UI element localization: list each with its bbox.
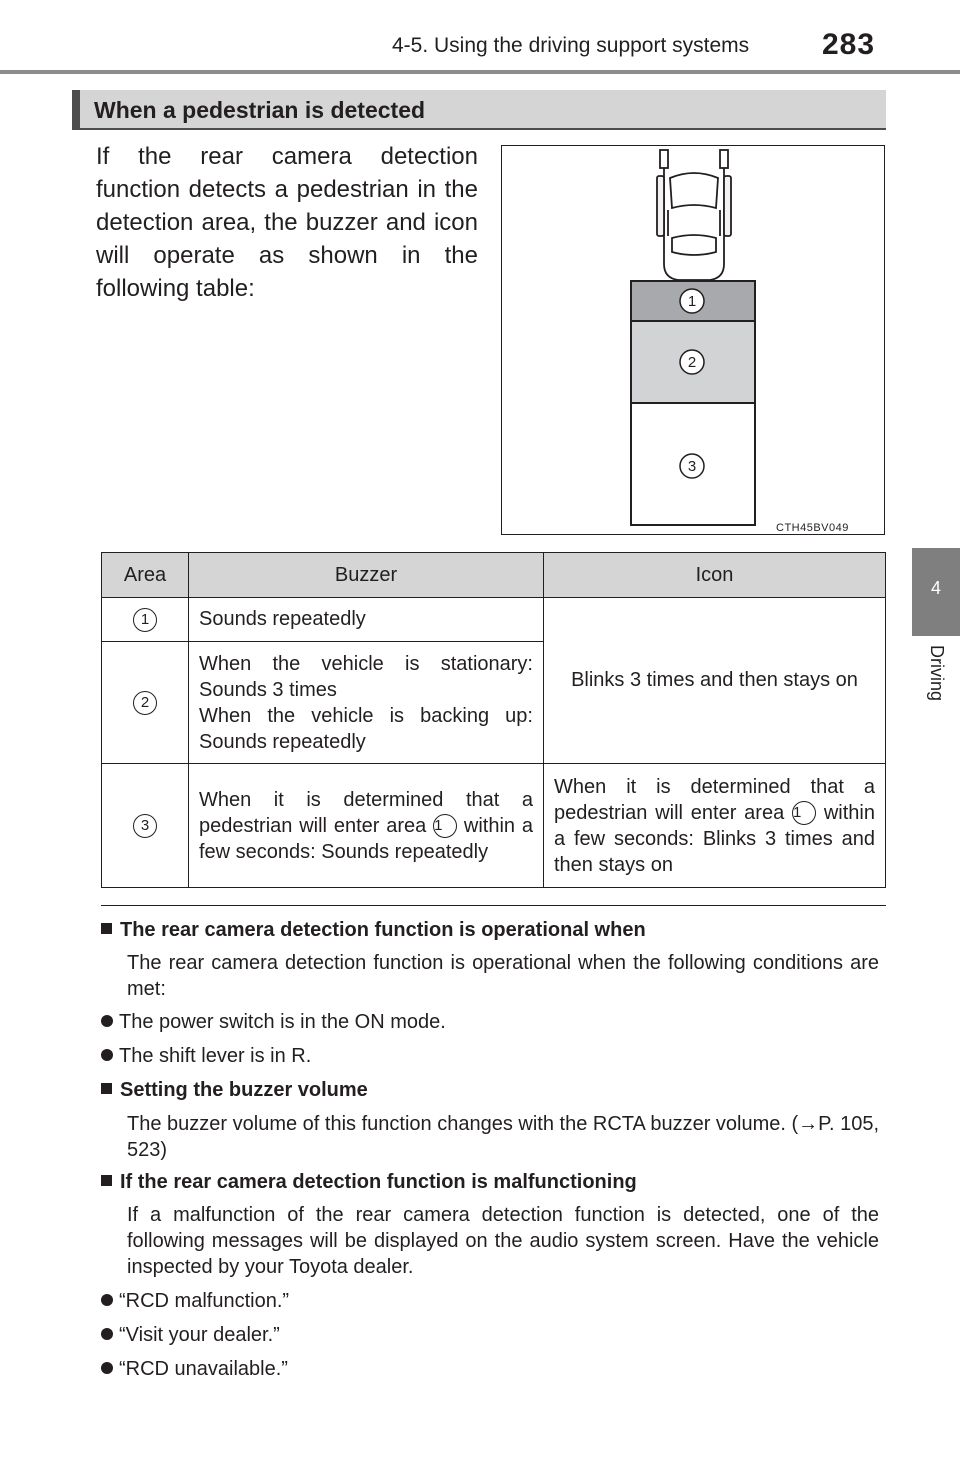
detection-area-diagram	[502, 146, 884, 534]
area-number-badge: 3	[133, 814, 157, 838]
chapter-label-container	[918, 645, 954, 725]
header-buzzer: Buzzer	[189, 553, 544, 598]
buzzer-backing-text: When the vehicle is backing up: Sounds repeatedly	[199, 704, 533, 753]
pedestrian-alert-table	[101, 552, 886, 888]
table-header-row	[102, 553, 886, 598]
bullet-icon	[101, 1328, 113, 1340]
note-heading-volume	[101, 1079, 368, 1102]
vehicle-illustration	[657, 150, 731, 280]
area-1-label: 1	[687, 293, 697, 310]
note-body-volume: The buzzer volume of this function changes with the RCTA buzzer volume. (→P. 105, 523)	[127, 1113, 879, 1161]
area-cell	[102, 764, 189, 888]
buzzer-cell	[189, 642, 544, 764]
list-item-text: “RCD unavailable.”	[119, 1358, 288, 1380]
section-heading-text: When a pedestrian is detected	[94, 97, 426, 123]
area-cell	[102, 642, 189, 764]
icon-cell	[544, 764, 886, 888]
icon-cell-shared: Blinks 3 times and then stays on	[544, 598, 886, 764]
buzzer-text-post: within a few seconds: Sounds repeatedly	[199, 814, 533, 863]
notes-divider	[101, 905, 886, 906]
intro-paragraph: If the rear camera detection function detects a pedestrian in the detection area, the buzzer and icon will operate as shown in the following table:	[96, 143, 478, 302]
icon-text-pre: When it is determined that a pedestrian will enter area	[554, 775, 875, 824]
list-item-text: The shift lever is in R.	[119, 1045, 312, 1067]
note-body-operational: The rear camera detection function is operational when the following conditions are met:	[127, 952, 879, 1000]
list-item	[101, 1324, 280, 1347]
header-icon: Icon	[544, 553, 886, 598]
bullet-icon	[101, 1294, 113, 1306]
list-item-text: “Visit your dealer.”	[119, 1324, 280, 1346]
buzzer-stationary-text: When the vehicle is stationary: Sounds 3 times	[199, 652, 533, 701]
list-item-text: “RCD malfunction.”	[119, 1290, 290, 1312]
note-heading-text: The rear camera detection function is operational when	[120, 919, 646, 941]
detection-area-figure	[501, 145, 885, 535]
buzzer-cell	[189, 764, 544, 888]
buzzer-text-pre: When it is determined that a pedestrian will enter area	[199, 788, 533, 837]
note-heading-text: Setting the buzzer volume	[120, 1079, 368, 1101]
area-2-label: 2	[687, 354, 697, 371]
note-heading-malfunction	[101, 1171, 637, 1194]
square-bullet-icon	[101, 1175, 112, 1186]
bullet-icon	[101, 1362, 113, 1374]
note-body-malfunction: If a malfunction of the rear camera detection function is detected, one of the following messages will be displayed on the audio system screen. Have the vehicle inspected by your Toyota dealer.	[127, 1204, 879, 1278]
area-number-badge: 1	[133, 608, 157, 632]
square-bullet-icon	[101, 923, 112, 934]
list-item	[101, 1045, 311, 1068]
page-number: 283	[822, 28, 876, 61]
bullet-icon	[101, 1015, 113, 1027]
table-row	[102, 764, 886, 888]
list-item	[101, 1358, 288, 1381]
area-number-badge: 2	[133, 691, 157, 715]
area-reference-badge: 1	[792, 801, 816, 825]
header-area: Area	[102, 553, 189, 598]
header-divider	[0, 70, 960, 74]
section-heading	[72, 90, 886, 130]
header-section-title: 4-5. Using the driving support systems	[392, 34, 750, 57]
chapter-number: 4	[930, 578, 941, 598]
list-item	[101, 1011, 446, 1034]
figure-code: CTH45BV049	[776, 522, 849, 534]
list-item-text: The power switch is in the ON mode.	[119, 1011, 446, 1033]
buzzer-cell: Sounds repeatedly	[189, 598, 544, 642]
square-bullet-icon	[101, 1083, 112, 1094]
area-3-label: 3	[687, 458, 697, 475]
area-cell	[102, 598, 189, 642]
bullet-icon	[101, 1049, 113, 1061]
note-heading-operational	[101, 919, 646, 942]
note-heading-text: If the rear camera detection function is malfunctioning	[120, 1171, 637, 1193]
chapter-tab	[912, 548, 960, 636]
area-reference-badge: 1	[433, 814, 457, 838]
list-item	[101, 1290, 289, 1313]
chapter-label: Driving	[927, 645, 947, 702]
icon-text-post: within a few seconds: Blinks 3 times and then stays on	[554, 801, 875, 876]
table-row	[102, 598, 886, 642]
